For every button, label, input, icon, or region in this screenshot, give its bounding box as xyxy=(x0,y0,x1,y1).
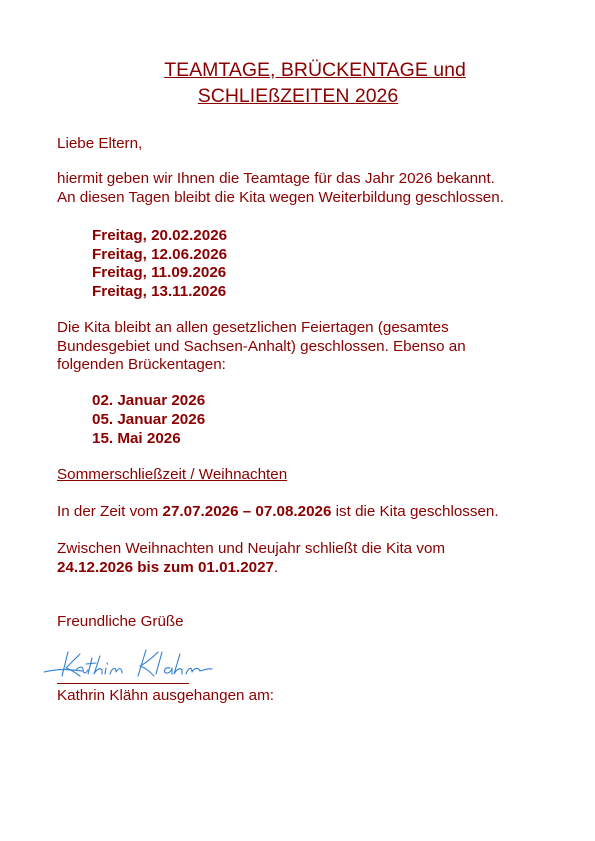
signature xyxy=(42,646,214,682)
christmas-suffix: . xyxy=(274,559,279,576)
bridge-day: 15. Mai 2026 xyxy=(92,430,181,447)
summer-suffix: ist die Kita geschlossen. xyxy=(331,503,499,520)
intro-line-2: An diesen Tagen bleibt die Kita wegen Weiterbildung geschlossen. xyxy=(57,189,504,206)
summer-closure xyxy=(57,502,499,521)
bridge-day: 02. Januar 2026 xyxy=(92,392,206,409)
christmas-dates: 24.12.2026 bis zum 01.01.2027 xyxy=(57,559,275,576)
team-day: Freitag, 13.11.2026 xyxy=(92,283,227,300)
christmas-line-2 xyxy=(57,558,278,577)
greeting: Liebe Eltern, xyxy=(57,135,143,152)
bridge-day: 05. Januar 2026 xyxy=(92,411,206,428)
title-line-1: TEAMTAGE, BRÜCKENTAGE und xyxy=(164,59,466,81)
intro-line-1: hiermit geben wir Ihnen die Teamtage für das Jahr 2026 bekannt. xyxy=(57,170,495,187)
holidays-line-3: folgenden Brückentagen: xyxy=(57,356,226,373)
holidays-line-2: Bundesgebiet und Sachsen-Anhalt) geschlossen. Ebenso an xyxy=(57,338,466,355)
summer-dates: 27.07.2026 – 07.08.2026 xyxy=(162,503,332,520)
summer-prefix: In der Zeit vom xyxy=(57,503,163,520)
signature-caption: Kathrin Klähn ausgehangen am: xyxy=(57,687,275,704)
title-line-2: SCHLIEßZEITEN 2026 xyxy=(197,85,399,107)
closing: Freundliche Grüße xyxy=(57,613,184,630)
christmas-line-1: Zwischen Weihnachten und Neujahr schließt die Kita vom xyxy=(57,540,446,557)
holidays-line-1: Die Kita bleibt an allen gesetzlichen Feiertagen (gesamtes xyxy=(57,319,449,336)
signature-line xyxy=(57,683,189,684)
team-day: Freitag, 12.06.2026 xyxy=(92,246,228,263)
team-day: Freitag, 20.02.2026 xyxy=(92,227,228,244)
team-day: Freitag, 11.09.2026 xyxy=(92,264,227,281)
summer-heading: Sommerschließzeit / Weihnachten xyxy=(57,466,288,483)
